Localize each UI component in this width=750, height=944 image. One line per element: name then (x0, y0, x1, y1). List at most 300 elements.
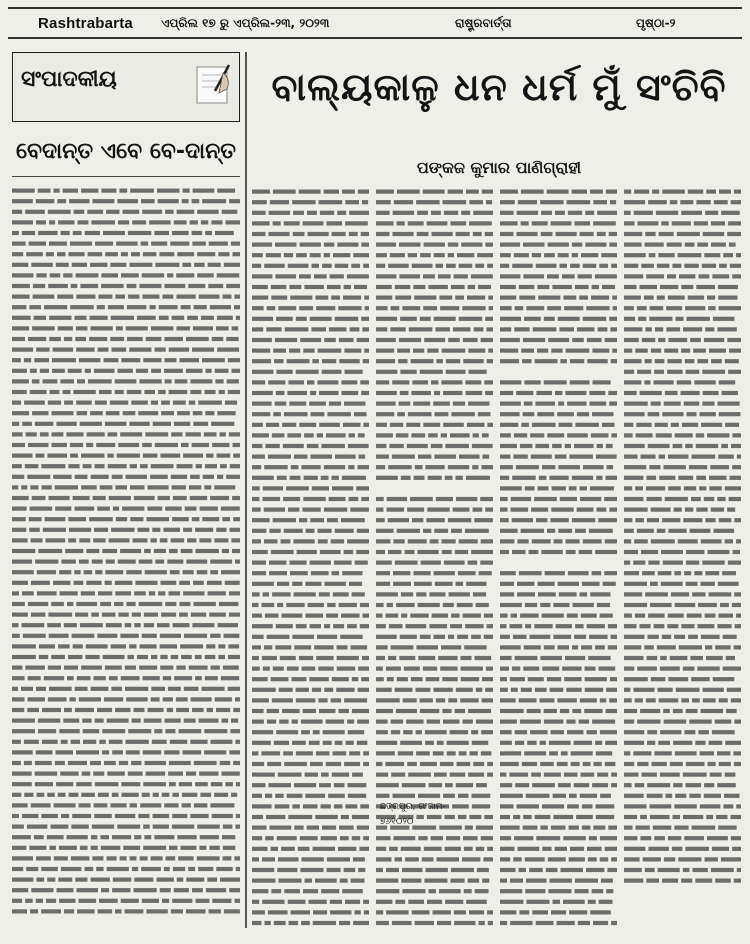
text-line-segment (413, 349, 424, 353)
text-line-segment (686, 370, 700, 374)
text-line-segment (230, 528, 241, 532)
text-line-segment (517, 804, 540, 808)
text-line-segment (461, 243, 482, 247)
text-line-segment (710, 773, 722, 777)
text-line-segment (138, 528, 150, 532)
text-line-segment (324, 253, 330, 257)
text-line-segment (331, 539, 344, 543)
text-line-segment (729, 243, 736, 247)
text-line-segment (298, 847, 310, 851)
text-line-segment (162, 793, 170, 797)
text-line-segment (204, 750, 226, 754)
text-line-segment (47, 454, 67, 458)
text-line-segment (110, 337, 124, 341)
text-line-segment (120, 432, 142, 436)
text-line-segment (510, 624, 523, 628)
text-line-segment (592, 412, 614, 416)
text-line-segment (399, 656, 415, 660)
text-line-segment (624, 433, 633, 437)
text-line-segment (624, 412, 645, 416)
text-line-segment (142, 273, 164, 277)
text-line-segment (164, 337, 183, 341)
text-line-segment (86, 443, 93, 447)
text-line-segment (327, 221, 343, 225)
text-line-segment (252, 826, 267, 830)
text-line-segment (193, 189, 215, 193)
text-line-segment (500, 847, 515, 851)
text-line-segment (205, 655, 216, 659)
text-line-segment (598, 327, 608, 331)
text-line-segment (500, 635, 510, 639)
text-line-segment (30, 390, 47, 394)
text-line-segment (56, 263, 69, 267)
text-line-segment (252, 433, 269, 437)
text-line-segment (403, 698, 417, 702)
text-line-segment (174, 220, 187, 224)
text-line-segment (236, 814, 240, 818)
text-line-segment (181, 305, 191, 309)
text-line-segment (24, 358, 31, 362)
text-line-segment (526, 306, 544, 310)
text-line-segment (216, 708, 230, 712)
text-line-segment (217, 475, 223, 479)
text-line-segment (212, 899, 231, 903)
text-line-segment (468, 879, 480, 883)
text-line-segment (701, 539, 722, 543)
text-line-segment (423, 190, 445, 194)
text-line-segment (675, 603, 696, 607)
text-line-segment (648, 847, 669, 851)
text-line-segment (67, 835, 88, 839)
text-line-segment (433, 688, 452, 692)
article-body (252, 186, 746, 926)
text-line-segment (342, 190, 355, 194)
text-line-segment (664, 402, 681, 406)
text-line-segment (217, 411, 235, 415)
text-line-segment (155, 560, 164, 564)
text-line-segment (583, 465, 604, 469)
text-line-segment (172, 899, 192, 903)
text-line-segment (685, 847, 709, 851)
text-line-segment (266, 815, 285, 819)
text-line-segment (578, 274, 592, 278)
text-line-segment (97, 305, 105, 309)
text-line-segment (104, 358, 119, 362)
text-line-segment (624, 773, 639, 777)
text-line-segment (549, 476, 568, 480)
text-line-segment (734, 720, 741, 724)
text-line-segment (556, 232, 577, 236)
text-line-segment (624, 200, 645, 204)
text-line-segment (468, 709, 491, 713)
text-line-segment (406, 720, 424, 724)
text-line-segment (269, 529, 280, 533)
text-line-segment (125, 909, 144, 913)
text-line-segment (271, 847, 279, 851)
text-line-segment (523, 667, 539, 671)
text-line-segment (189, 666, 208, 670)
editorial-section-box (12, 52, 240, 122)
text-line-segment (595, 741, 602, 745)
text-line-segment (107, 867, 129, 871)
text-line-segment (252, 773, 275, 777)
text-line-segment (684, 486, 696, 490)
text-line-segment (71, 740, 80, 744)
text-line-segment (658, 571, 672, 575)
text-line-segment (351, 879, 365, 883)
text-line-segment (330, 910, 351, 914)
text-line-segment (500, 656, 512, 660)
text-line-segment (592, 571, 602, 575)
text-line-segment (376, 349, 394, 353)
text-line-segment (134, 878, 153, 882)
text-line-segment (476, 720, 493, 724)
text-line-segment (399, 402, 411, 406)
text-line-segment (281, 847, 295, 851)
text-line-segment (130, 189, 154, 193)
text-line-segment (416, 730, 422, 734)
text-line-segment (734, 592, 741, 596)
text-line-segment (609, 698, 617, 702)
text-line-segment (636, 423, 651, 427)
text-line-segment (500, 815, 510, 819)
text-line-segment (521, 221, 529, 225)
text-line-segment (624, 243, 642, 247)
text-line-segment (558, 465, 580, 469)
text-line-segment (624, 762, 634, 766)
article-byline: ପଙ୍କଜ କୁମାର ପାଣିଗ୍ରାହୀ (416, 158, 582, 177)
text-line-segment (118, 560, 136, 564)
text-line-segment (683, 868, 690, 872)
text-line-segment (284, 221, 300, 225)
text-line-segment (341, 380, 357, 384)
text-line-segment (602, 423, 615, 427)
text-line-segment (445, 783, 453, 787)
text-line-segment (540, 741, 546, 745)
text-line-segment (108, 464, 127, 468)
text-line-segment (479, 571, 492, 575)
text-line-segment (572, 476, 593, 480)
text-line-segment (81, 189, 98, 193)
text-line-segment (721, 211, 740, 215)
text-line-segment (364, 349, 369, 353)
text-line-segment (500, 264, 509, 268)
text-line-segment (524, 317, 541, 321)
text-line-segment (76, 273, 99, 277)
text-line-segment (610, 200, 616, 204)
text-line-segment (265, 794, 272, 798)
text-line-segment (205, 676, 218, 680)
text-line-segment (12, 316, 31, 320)
text-line-segment (161, 581, 177, 585)
text-line-segment (252, 921, 262, 925)
text-line-segment (701, 709, 724, 713)
text-line-segment (583, 762, 591, 766)
text-line-segment (123, 411, 136, 415)
text-line-segment (647, 794, 663, 798)
text-line-segment (214, 485, 235, 489)
text-line-segment (111, 644, 127, 648)
text-line-segment (448, 698, 457, 702)
text-line-segment (500, 232, 514, 236)
text-line-segment (51, 602, 64, 606)
text-line-segment (479, 921, 485, 925)
text-line-segment (29, 242, 46, 246)
text-line-segment (713, 317, 735, 321)
text-line-segment (548, 243, 569, 247)
text-line-segment (224, 909, 240, 913)
text-line-segment (172, 231, 189, 235)
text-line-segment (252, 264, 261, 268)
text-line-segment (488, 921, 493, 925)
text-line-segment (544, 380, 567, 384)
text-line-segment (161, 401, 170, 405)
text-line-segment (112, 835, 131, 839)
text-line-segment (525, 603, 537, 607)
text-line-segment (485, 317, 493, 321)
text-line-segment (533, 327, 557, 331)
text-line-segment (189, 401, 195, 405)
text-line-segment (592, 285, 600, 289)
text-line-segment (340, 635, 362, 639)
text-line-segment (424, 338, 445, 342)
text-line-segment (278, 879, 301, 883)
text-line-segment (536, 921, 554, 925)
text-line-segment (202, 517, 219, 521)
text-line-segment (402, 783, 426, 787)
text-line-segment (191, 613, 206, 617)
text-line-segment (567, 730, 584, 734)
text-line-segment (532, 221, 548, 225)
text-line-segment (211, 422, 234, 426)
text-line-segment (510, 879, 523, 883)
text-line-segment (403, 730, 412, 734)
text-line-segment (192, 708, 204, 712)
text-line-segment (645, 592, 668, 596)
text-line-segment (624, 274, 643, 278)
text-line-segment (172, 316, 185, 320)
text-line-segment (376, 667, 383, 671)
text-line-segment (344, 349, 361, 353)
text-line-segment (559, 592, 577, 596)
text-line-segment (376, 306, 388, 310)
text-line-segment (339, 603, 357, 607)
text-line-segment (701, 635, 720, 639)
text-line-segment (624, 571, 639, 575)
text-line-segment (611, 635, 618, 639)
text-line-segment (121, 358, 140, 362)
text-line-segment (195, 676, 202, 680)
text-line-segment (638, 317, 646, 321)
text-line-segment (717, 624, 731, 628)
text-line-segment (190, 814, 208, 818)
text-line-segment (212, 814, 233, 818)
text-line-segment (326, 762, 342, 766)
text-line-segment (522, 762, 537, 766)
text-line-segment (332, 232, 346, 236)
text-line-segment (567, 804, 579, 808)
text-line-segment (641, 455, 656, 459)
text-line-segment (12, 719, 35, 723)
text-line-segment (727, 338, 741, 342)
text-line-segment (345, 200, 359, 204)
text-line-segment (252, 306, 264, 310)
text-line-segment (524, 380, 540, 384)
text-line-segment (582, 804, 593, 808)
text-line-segment (456, 783, 473, 787)
text-line-segment (580, 592, 588, 596)
text-line-segment (252, 211, 266, 215)
text-line-segment (609, 232, 617, 236)
text-line-segment (169, 348, 189, 352)
text-line-segment (12, 242, 26, 246)
text-line-segment (731, 200, 741, 204)
text-line-segment (42, 485, 52, 489)
text-line-segment (41, 867, 58, 871)
text-line-segment (335, 317, 359, 321)
text-line-segment (376, 582, 390, 586)
text-line-segment (535, 359, 558, 363)
text-line-segment (190, 740, 207, 744)
text-line-segment (288, 264, 309, 268)
text-line-segment (376, 677, 384, 681)
text-line-segment (484, 380, 493, 384)
text-line-segment (193, 411, 203, 415)
text-line-segment (90, 263, 107, 267)
text-line-segment (58, 220, 74, 224)
text-line-segment (731, 698, 741, 702)
text-line-segment (441, 380, 462, 384)
text-line-segment (564, 306, 583, 310)
text-line-segment (296, 253, 307, 257)
text-line-segment (233, 454, 240, 458)
text-line-segment (595, 274, 617, 278)
text-line-segment (228, 687, 240, 691)
text-line-segment (717, 497, 725, 501)
text-line-segment (43, 379, 58, 383)
text-line-segment (287, 433, 301, 437)
text-line-segment (153, 814, 170, 818)
text-line-segment (210, 634, 220, 638)
text-line-segment (182, 803, 191, 807)
text-line-segment (709, 486, 721, 490)
text-line-segment (348, 730, 365, 734)
text-line-segment (310, 762, 323, 766)
text-line-segment (599, 264, 608, 268)
text-line-segment (590, 402, 607, 406)
text-line-segment (486, 200, 492, 204)
text-line-segment (442, 349, 466, 353)
text-line-segment (624, 211, 631, 215)
text-line-segment (678, 857, 701, 861)
text-line-segment (525, 857, 545, 861)
text-line-segment (252, 645, 261, 649)
text-line-segment (376, 751, 395, 755)
text-line-segment (73, 231, 82, 235)
text-line-segment (207, 581, 222, 585)
text-line-segment (646, 476, 656, 480)
text-line-segment (582, 582, 600, 586)
text-line-segment (624, 423, 633, 427)
text-line-segment (233, 761, 240, 765)
text-line-segment (99, 295, 113, 299)
text-line-segment (289, 285, 301, 289)
text-line-segment (606, 476, 618, 480)
text-line-segment (376, 720, 388, 724)
text-line-segment (447, 741, 469, 745)
text-line-segment (49, 337, 61, 341)
text-line-segment (401, 847, 421, 851)
text-line-segment (303, 889, 318, 893)
text-line-segment (32, 411, 48, 415)
text-line-segment (680, 200, 693, 204)
text-line-segment (87, 432, 105, 436)
text-line-segment (527, 741, 536, 745)
text-line-segment (395, 688, 413, 692)
text-line-segment (694, 221, 708, 225)
text-line-segment (235, 560, 240, 564)
text-line-segment (281, 539, 291, 543)
text-line-segment (326, 614, 338, 618)
text-line-segment (395, 900, 405, 904)
text-line-segment (734, 879, 741, 883)
signoff-pin: ୭୬୧୦୨୦ (380, 817, 414, 827)
text-line-segment (376, 518, 385, 522)
text-line-segment (572, 243, 582, 247)
text-line-segment (648, 561, 659, 565)
text-line-segment (155, 443, 178, 447)
text-line-segment (356, 550, 369, 554)
text-line-segment (663, 561, 683, 565)
text-line-segment (252, 910, 265, 914)
text-line-segment (25, 899, 33, 903)
text-line-segment (718, 826, 736, 830)
text-line-segment (676, 688, 700, 692)
text-line-segment (176, 295, 195, 299)
text-line-segment (677, 232, 700, 236)
text-line-segment (399, 338, 421, 342)
text-line-segment (193, 581, 204, 585)
text-line-segment (288, 815, 312, 819)
text-line-segment (125, 666, 136, 670)
text-line-segment (640, 624, 651, 628)
text-line-segment (71, 284, 78, 288)
text-line-segment (141, 242, 149, 246)
text-line-segment (179, 602, 190, 606)
text-line-segment (549, 751, 558, 755)
text-line-segment (121, 676, 140, 680)
text-line-segment (376, 211, 390, 215)
text-line-segment (36, 899, 43, 903)
text-line-segment (130, 263, 153, 267)
text-line-segment (463, 359, 483, 363)
text-line-segment (575, 529, 586, 533)
text-line-segment (121, 273, 139, 277)
text-line-segment (376, 592, 398, 596)
text-line-segment (688, 635, 698, 639)
text-line-segment (602, 285, 615, 289)
text-line-segment (318, 698, 327, 702)
text-line-segment (206, 369, 212, 373)
text-line-segment (717, 783, 736, 787)
text-line-segment (289, 921, 299, 925)
text-line-segment (500, 529, 518, 533)
text-line-segment (12, 666, 22, 670)
text-line-segment (272, 433, 285, 437)
text-line-segment (610, 327, 617, 331)
text-line-segment (164, 750, 179, 754)
text-line-segment (540, 698, 555, 702)
